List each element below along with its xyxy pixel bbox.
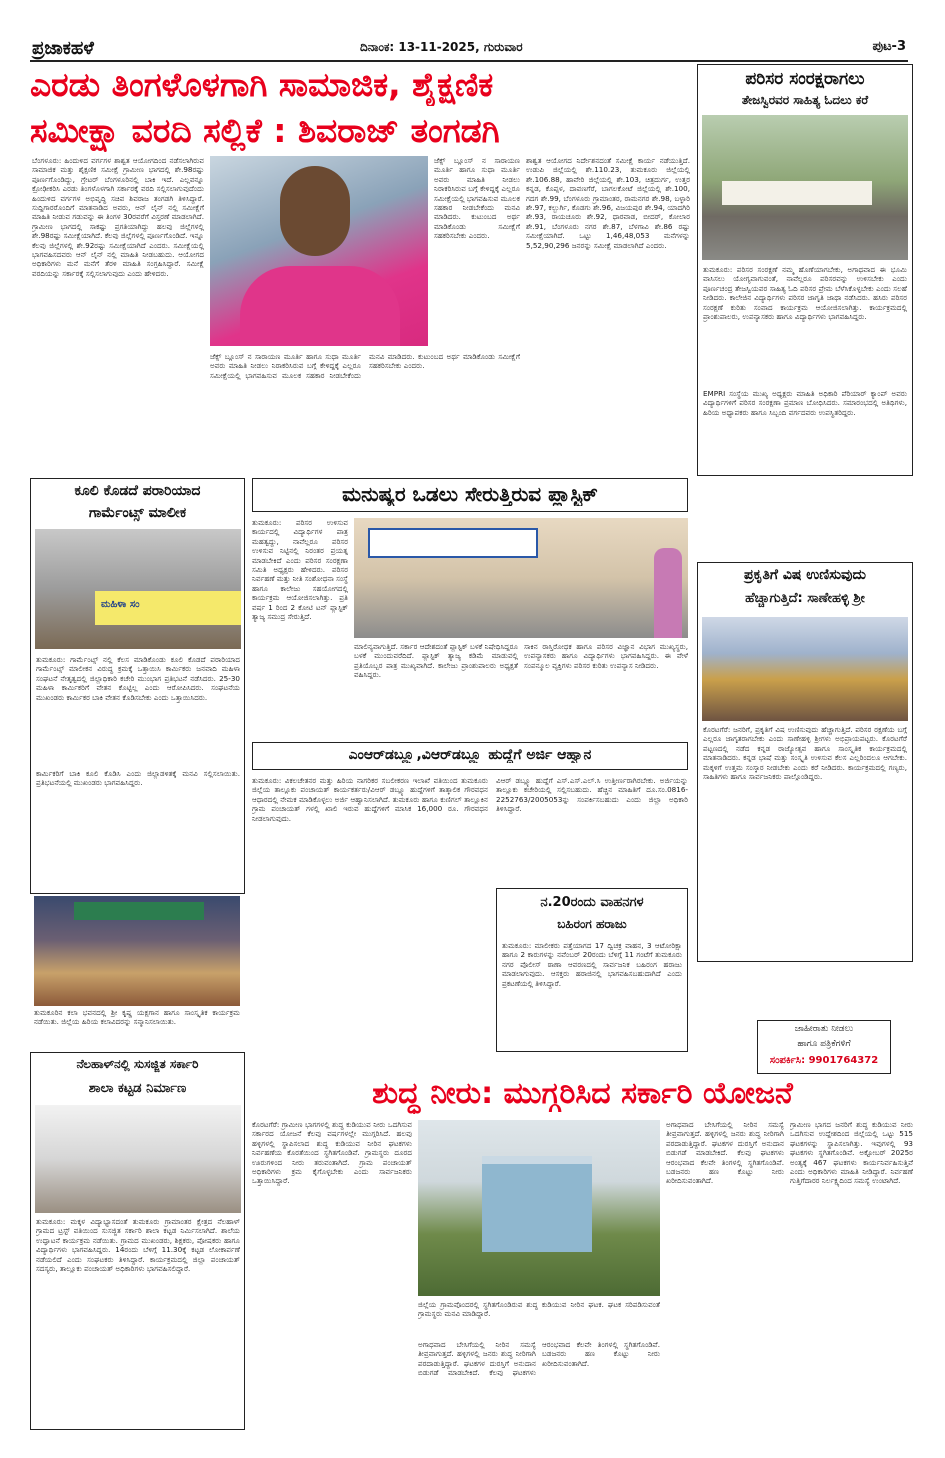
env-title-line2: ತೇಜಸ್ವಿರವರ ಸಾಹಿತ್ಯ ಓದಲು ಕರೆ [741,93,869,107]
seminar-banner [368,528,538,558]
poison-event-photo [702,617,908,721]
wage-protest-photo [35,529,241,649]
school-body: ತುಮಕೂರು: ಮಕ್ಕಳ ವಿದ್ಯಾಭ್ಯಾಸದಂತೆ ತುಮಕೂರು ಗ್ರಾಮಾಂತರ ಕ್ಷೇತ್ರದ ನೆಲಹಾಳ್ ಗ್ರಾಮದ ಟ್ರಸ್ಟ್ ವತಿಯಿಂದ ಸುಸಜ್ಜಿತ ಸರ್ಕಾರಿ ಶಾಲಾ ಕಟ್ಟಡ ನಿರ್ಮಿಸಲಾಗಿದೆ. ಶಾಲೆಯ ಉದ್ಘಾಟನೆ ಕಾರ್ಯಕ್ರಮ ನಡೆಯಿತು. ಗ್ರಾಮದ ಮುಖಂಡರು, ಶಿಕ್ಷಕರು, ಪೋಷಕರು ಹಾಗೂ ವಿದ್ಯಾರ್ಥಿಗಳು ಭಾಗವಹಿಸಿದ್ದರು. 14ರಂದು ಬೆಳಿಗ್ಗೆ 11.30ಕ್ಕೆ ಕಟ್ಟಡ ಲೋಕಾರ್ಪಣೆ ನಡೆಯಲಿದೆ ಎಂದು ಸಂಘಟಕರು ತಿಳಿಸಿದ್ದಾರೆ. ಕಾರ್ಯಕ್ರಮದಲ್ಲಿ ಜಿಲ್ಲಾ ಪಂಚಾಯತ್ ಸದಸ್ಯರು, ತಾಲ್ಲೂಕು ಪಂಚಾಯತ್ ಅಧಿಕಾರಿಗಳು ಭಾಗವಹಿಸಲಿದ್ದಾರೆ. [36,1217,240,1274]
auction-title-line2: ಬಹಿರಂಗ ಹರಾಜು [557,917,627,931]
advertisement-box [757,1020,891,1074]
environment-story [697,64,913,476]
plastic-seminar-photo [354,518,688,638]
lead-column-1: ಬೆಂಗಳೂರು: ಹಿಂದುಳಿದ ವರ್ಗಗಳ ಶಾಶ್ವತ ಆಯೋಗದಿಂದ ನಡೆಸಲಾಗಿರುವ ಸಾಮಾಜಿಕ ಮತ್ತು ಶೈಕ್ಷಣಿಕ ಸಮೀಕ್ಷೆ ಗ್ರಾಮೀಣ ಭಾಗದಲ್ಲಿ ಶೇ.98ರಷ್ಟು ಪೂರ್ಣಗೊಂಡಿದ್ದು, ಗ್ರೇಟರ್ ಬೆಂಗಳೂರಿನಲ್ಲಿ ಬಾಕಿ ಇದೆ. ಎಲ್ಲವನ್ನೂ ಕ್ರೋಢೀಕರಿಸಿ ಎರಡು ತಿಂಗಳೊಳಗಾಗಿ ಸರ್ಕಾರಕ್ಕೆ ವರದಿ ಸಲ್ಲಿಸಲಾಗುವುದೆಂದು ಹಿಂದುಳಿದ ವರ್ಗಗಳ ಅಭಿವೃದ್ಧಿ ಸಚಿವ ಶಿವರಾಜ ತಂಗಡಗಿ ತಿಳಿಸಿದ್ದಾರೆ. ಸುದ್ದಿಗಾರರೊಂದಿಗೆ ಮಾತನಾಡಿದ ಅವರು, ಆನ್ ಲೈನ್ ನಲ್ಲಿ ಸಮೀಕ್ಷೆಗೆ ಮಾಹಿತಿ ನೀಡುವ ಗಡುವನ್ನು ಈ ತಿಂಗಳ 30ರವರೆಗೆ ವಿಸ್ತರಣೆ ಮಾಡಲಾಗಿದೆ. ಗ್ರಾಮೀಣ ಭಾಗದಲ್ಲಿ ಸಾಕಷ್ಟು ಪ್ರಗತಿಯಾಗಿದ್ದು ಹಲವು ಜಿಲ್ಲೆಗಳಲ್ಲಿ ಶೇ.98ರಷ್ಟು ಸಮೀಕ್ಷೆಯಾಗಿದೆ. ಕೆಲವು ಜಿಲ್ಲೆಗಳಲ್ಲಿ ಪೂರ್ಣಗೊಂಡಿದೆ. ಇನ್ನೂ ಕೆಲವು ಜಿಲ್ಲೆಗಳಲ್ಲಿ ಶೇ.92ರಷ್ಟು ಸಮೀಕ್ಷೆಯಾಗಿದೆ ಎಂದರು. ಸಮೀಕ್ಷೆಯಲ್ಲಿ ಭಾಗವಹಿಸದವರು ಆನ್ ಲೈನ್ ನಲ್ಲಿ ಮಾಹಿತಿ ನೀಡಬಹುದು. ಆಯೋಗದ ಅಧಿಕಾರಿಗಳು ಮನೆ ಮನೆಗೆ ತೆರಳಿ ಮಾಹಿತಿ ಸಂಗ್ರಹಿಸಿದ್ದಾರೆ. ಸಮೀಕ್ಷೆ ವರದಿಯನ್ನು ಸರ್ಕಾರಕ್ಕೆ ಸಲ್ಲಿಸಲಾಗುವುದು ಎಂದು ಹೇಳಿದರು. [32,156,204,278]
water-column-2b: ಅಗಾಧವಾದ ಬೇಸಿಗೆಯಲ್ಲಿ ನೀರಿನ ಸಮಸ್ಯೆ ತೀವ್ರವಾಗುತ್ತದೆ. ಹಳ್ಳಿಗಳಲ್ಲಿ ಜನರು ಶುದ್ಧ ನೀರಿಗಾಗಿ ಪರದಾಡುತ್ತಿದ್ದಾರೆ. ಘಟಕಗಳ ದುರಸ್ತಿಗೆ ಅನುದಾನ ಬಿಡುಗಡೆ ಮಾಡಬೇಕಿದೆ. ಕೆಲವು ಘಟಕಗಳು ಆರಂಭವಾದ ಕೆಲವೇ ತಿಂಗಳಲ್ಲಿ ಸ್ಥಗಿತಗೊಂಡಿವೆ. ಬಡಜನರು ಹಣ ಕೊಟ್ಟು ನೀರು ಖರೀದಿಸುವಂತಾಗಿದೆ. [666,1120,784,1186]
wage-body: ತುಮಕೂರು: ಗಾರ್ಮೆಂಟ್ಸ್ ನಲ್ಲಿ ಕೆಲಸ ಮಾಡಿಕೊಂಡು ಕೂಲಿ ಕೊಡದೆ ಪರಾರಿಯಾದ ಗಾರ್ಮೆಂಟ್ಸ್ ಮಾಲೀಕನ ವಿರುದ್ಧ ಕ್ರಮಕ್ಕೆ ಒತ್ತಾಯಿಸಿ ಕಾರ್ಮಿಕರು ಜನವಾದಿ ಮಹಿಳಾ ಸಂಘಟನೆ ನೇತೃತ್ವದಲ್ಲಿ ಜಿಲ್ಲಾಧಿಕಾರಿ ಕಚೇರಿ ಮುಂಭಾಗ ಪ್ರತಿಭಟನೆ ನಡೆಸಿದರು. 25-30 ಮಹಿಳಾ ಕಾರ್ಮಿಕರಿಗೆ ವೇತನ ಕೊಟ್ಟಿಲ್ಲ ಎಂದು ಆರೋಪಿಸಿದರು. ಸಂಘಟನೆಯ ಮುಖಂಡರು ಕಾರ್ಮಿಕರ ಬಾಕಿ ವೇತನ ಕೊಡಿಸಬೇಕು ಎಂದು ಒತ್ತಾಯಿಸಿದರು. [36,655,240,702]
protest-banner: ಮಹಿಳಾ ಸಂ [95,591,241,625]
env-title-line1: ಪರಿಸರ ಸಂರಕ್ಷರಾಗಲು [745,69,865,89]
plastic-column-3: ಸಾಕಿನ ರಾಸ್ತಿರೋಧಕ ಹಾಗೂ ಪರಿಸರ ವಿಜ್ಞಾನ ವಿಭಾಗ ಮುಖ್ಯಸ್ಥರು, ಉಪನ್ಯಾಸಕರು ಹಾಗೂ ವಿದ್ಯಾರ್ಥಿಗಳು ಭಾಗವಹಿಸಿದ್ದರು. ಈ ವೇಳೆ ಸಂಪನ್ಮೂಲ ವ್ಯಕ್ತಿಗಳು ಪರಿಸರ ಕುರಿತು ಉಪನ್ಯಾಸ ನೀಡಿದರು. [524,642,688,670]
page-number: ಪುಟ-3 [872,39,906,54]
lead-headline-line2: ಸಮೀಕ್ಷಾ ವರದಿ ಸಲ್ಲಿಕೆ : ಶಿವರಾಜ್ ತಂಗಡಗಿ [30,111,500,150]
water-story [252,1074,913,1430]
plastic-column-2: ಮಾಲಿನ್ಯವಾಗುತ್ತಿದೆ. ಸರ್ಕಾರ ಆದೇಶದಂತೆ ಪ್ಲಾಸ್ಟಿಕ್ ಬಳಕೆ ನಿಷೇಧಿಸಿದ್ದರೂ ಬಳಕೆ ಮುಂದುವರೆದಿದೆ. ಪ್ಲಾಸ್ಟಿಕ್ ತ್ಯಾಜ್ಯ ಕಡಿಮೆ ಮಾಡುವಲ್ಲಿ ಪ್ರತಿಯೊಬ್ಬರ ಪಾತ್ರ ಮುಖ್ಯವಾಗಿದೆ. ಕಾಲೇಜು ಪ್ರಾಂಶುಪಾಲರು ಅಧ್ಯಕ್ಷತೆ ವಹಿಸಿದ್ದರು. [354,642,518,680]
minister-photo [210,156,428,346]
wage-title-line1: ಕೂಲಿ ಕೊಡದೆ ಪರಾರಿಯಾದ [74,483,201,499]
mrw-column-2: ವಿಆರ್ ಡಬ್ಲ್ಯೂ ಹುದ್ದೆಗೆ ಎಸ್.ಎಸ್.ಎಲ್.ಸಿ ಉತ್ತೀರ್ಣರಾಗಿರಬೇಕು. ಅರ್ಜಿಯನ್ನು ತಾಲ್ಲೂಕು ಕಚೇರಿಯಲ್ಲಿ ಸಲ್ಲಿಸಬಹುದು. ಹೆಚ್ಚಿನ ಮಾಹಿತಿಗೆ ದೂ.ಸಂ.0816-2252763/2005053ನ್ನು ಸಂಪರ್ಕಿಸಬಹುದು ಎಂದು ಜಿಲ್ಲಾ ಅಧಿಕಾರಿ ತಿಳಿಸಿದ್ದಾರೆ. [496,776,688,814]
poison-title-line2: ಹೆಚ್ಚಾಗುತ್ತಿದೆ: ಸಾಣೇಹಳ್ಳಿ ಶ್ರೀ [745,591,865,606]
date-line: ದಿನಾಂಕ: 13-11-2025, ಗುರುವಾರ [360,40,523,54]
env-banner [722,181,872,205]
masthead-rule [30,60,908,62]
school-title-line2: ಶಾಲಾ ಕಟ್ಟಡ ನಿರ್ಮಾಣ [88,1081,187,1096]
auction-title-line1: ನ.20ರಂದು ವಾಹನಗಳ [540,895,644,910]
ad-contact: ಸಂಪರ್ಕಿಸಿ: 9901764372 [769,1055,879,1066]
ad-line2: ಹಾಗೂ ಪತ್ರಿಕೆಗಳಿಗೆ [797,1039,851,1049]
water-column-2: ಅಗಾಧವಾದ ಬೇಸಿಗೆಯಲ್ಲಿ ನೀರಿನ ಸಮಸ್ಯೆ ತೀವ್ರವಾಗುತ್ತದೆ. ಹಳ್ಳಿಗಳಲ್ಲಿ ಜನರು ಶುದ್ಧ ನೀರಿಗಾಗಿ ಪರದಾಡುತ್ತಿದ್ದಾರೆ. ಘಟಕಗಳ ದುರಸ್ತಿಗೆ ಅನುದಾನ ಬಿಡುಗಡೆ ಮಾಡಬೇಕಿದೆ. ಕೆಲವು ಘಟಕಗಳು ಆರಂಭವಾದ ಕೆಲವೇ ತಿಂಗಳಲ್ಲಿ ಸ್ಥಗಿತಗೊಂಡಿವೆ. ಬಡಜನರು ಹಣ ಕೊಟ್ಟು ನೀರು ಖರೀದಿಸುವಂತಾಗಿದೆ. [418,1340,660,1378]
plastic-title: ಮನುಷ್ಯರ ಒಡಲು ಸೇರುತ್ತಿರುವ ಪ್ಲಾಸ್ಟಿಕ್ [342,482,598,506]
lead-story [30,64,690,474]
mrw-title: ಎಂಆರ್‌ಡಬ್ಲ್ಯೂ,ವಿಆರ್‌ಡಬ್ಲ್ಯೂ ಹುದ್ದೆಗೆ ಅರ್ಜಿ ಆಹ್ವಾನ [348,747,592,763]
plastic-column-1: ತುಮಕೂರು: ಪರಿಸರ ಉಳಿಸುವ ಕಾರ್ಯದಲ್ಲಿ ವಿದ್ಯಾರ್ಥಿಗಳ ಪಾತ್ರ ಮಹತ್ವದ್ದು, ನಾವೆಲ್ಲರೂ ಪರಿಸರ ಉಳಿಸುವ ನಿಟ್ಟಿನಲ್ಲಿ ನಿರಂತರ ಪ್ರಯತ್ನ ಮಾಡಬೇಕಿದೆ ಎಂದು ಪರಿಸರ ಸಂರಕ್ಷಣಾ ಸಮಿತಿ ಅಧ್ಯಕ್ಷರು ಹೇಳಿದರು. ಪರಿಸರ ನಿರ್ವಹಣೆ ಮತ್ತು ನೀತಿ ಸಂಶೋಧನಾ ಸಂಸ್ಥೆ ಹಾಗೂ ಕಾಲೇಜು ಸಹಯೋಗದಲ್ಲಿ ಕಾರ್ಯಕ್ರಮ ಆಯೋಜಿಸಲಾಗಿತ್ತು. ಪ್ರತಿ ವರ್ಷ 1 ರಿಂದ 2 ಕೋಟಿ ಟನ್ ಪ್ಲಾಸ್ಟಿಕ್ ತ್ಯಾಜ್ಯ ಸಮುದ್ರ ಸೇರುತ್ತಿದೆ. [252,518,348,622]
mrw-vrw-story [252,742,688,1056]
speaker-figure [654,548,682,638]
water-title: ಶುದ್ಧ ನೀರು: ಮುಗ್ಗರಿಸಿದ ಸರ್ಕಾರಿ ಯೋಜನೆ [372,1076,793,1111]
culture-caption: ತುಮಕೂರಿನ ಕಲಾ ಭವನದಲ್ಲಿ ಶ್ರೀ ಕೃಷ್ಣ ಯಕ್ಷಗಾನ ಹಾಗೂ ಸಾಂಸ್ಕೃತಿಕ ಕಾರ್ಯಕ್ರಮ ನಡೆಯಿತು. ಜಿಲ್ಲೆಯ ಹಿರಿಯ ಕಲಾವಿದರನ್ನು ಸನ್ಮಾನಿಸಲಾಯಿತು. [34,1008,240,1027]
auction-box [496,888,688,1052]
env-rally-photo [702,115,908,260]
lead-column-3: ಶಾಶ್ವತ ಆಯೋಗದ ನಿರ್ದೇಶನದಂತೆ ಸಮೀಕ್ಷೆ ಕಾರ್ಯ ನಡೆಯುತ್ತಿದೆ. ಉಡುಪಿ ಜಿಲ್ಲೆಯಲ್ಲಿ ಶೇ.110.23, ತುಮಕೂರು ಜಿಲ್ಲೆಯಲ್ಲಿ ಶೇ.106.88, ಹಾವೇರಿ ಜಿಲ್ಲೆಯಲ್ಲಿ ಶೇ.103, ಚಿತ್ರದುರ್ಗ, ಉತ್ತರ ಕನ್ನಡ, ಕೊಪ್ಪಳ, ದಾವಣಗೆರೆ, ಬಾಗಲಕೋಟೆ ಜಿಲ್ಲೆಯಲ್ಲಿ ಶೇ.100, ಗದಗ ಶೇ.99, ಬೆಂಗಳೂರು ಗ್ರಾಮಾಂತರ, ರಾಮನಗರ ಶೇ.98, ಬಳ್ಳಾರಿ ಶೇ.97, ಕಲ್ಬುರ್ಗಿ, ಕೊಡಗು ಶೇ.96, ವಿಜಯಪುರ ಶೇ.94, ಯಾದಗಿರಿ ಶೇ.93, ರಾಯಚೂರು ಶೇ.92, ಧಾರವಾಡ, ಬೀದರ್, ಕೋಲಾರ ಶೇ.91, ಬೆಂಗಳೂರು ನಗರ ಶೇ.87, ಬೆಳಗಾವಿ ಶೇ.86 ರಷ್ಟು ಸಮೀಕ್ಷೆಯಾಗಿದೆ. ಒಟ್ಟು 1,46,48,053 ಮನೆಗಳನ್ನು 5,52,90,296 ಜನರನ್ನು ಸಮೀಕ್ಷೆ ಮಾಡಲಾಗಿದೆ ಎಂದರು. [526,156,690,250]
poison-story [697,562,913,962]
water-column-1: ಕೊರಟಗೆರೆ: ಗ್ರಾಮೀಣ ಭಾಗಗಳಲ್ಲಿ ಶುದ್ಧ ಕುಡಿಯುವ ನೀರು ಒದಗಿಸುವ ಸರ್ಕಾರದ ಯೋಜನೆ ಕೆಲವು ವರ್ಷಗಳಲ್ಲೇ ಮುಗ್ಗರಿಸಿದೆ. ಹಲವು ಹಳ್ಳಿಗಳಲ್ಲಿ ಸ್ಥಾಪಿಸಲಾದ ಶುದ್ಧ ಕುಡಿಯುವ ನೀರಿನ ಘಟಕಗಳು ನಿರ್ವಹಣೆಯ ಕೊರತೆಯಿಂದ ಸ್ಥಗಿತಗೊಂಡಿವೆ. ಗ್ರಾಮಸ್ಥರು ದೂರದ ಊರುಗಳಿಂದ ನೀರು ತರುವಂತಾಗಿದೆ. ಗ್ರಾಮ ಪಂಚಾಯತ್ ಅಧಿಕಾರಿಗಳು ಕ್ರಮ ಕೈಗೊಳ್ಳಬೇಕು ಎಂದು ಸಾರ್ವಜನಿಕರು ಒತ್ತಾಯಿಸಿದ್ದಾರೆ. [252,1120,412,1186]
yakshagana-photo [34,896,240,1006]
masthead [30,36,908,62]
stage-backdrop [74,902,204,920]
minister-face [280,166,350,256]
poison-body: ಕೊರಟಗೆರೆ: ಜನರಿಗೆ, ಪ್ರಕೃತಿಗೆ ವಿಷ ಉಣಿಸುವುದು ಹೆಚ್ಚಾಗುತ್ತಿದೆ. ಪರಿಸರ ರಕ್ಷಣೆಯ ಬಗ್ಗೆ ಎಲ್ಲರೂ ಜಾಗೃತರಾಗಬೇಕು ಎಂದು ಸಾಣೇಹಳ್ಳಿ ಶ್ರೀಗಳು ಅಭಿಪ್ರಾಯಪಟ್ಟರು. ಕೊರಟಗೆರೆ ಪಟ್ಟಣದಲ್ಲಿ ನಡೆದ ಕನ್ನಡ ರಾಜ್ಯೋತ್ಸವ ಹಾಗೂ ಸಾಂಸ್ಕೃತಿಕ ಕಾರ್ಯಕ್ರಮದಲ್ಲಿ ಮಾತನಾಡಿದರು. ಕನ್ನಡ ಭಾಷೆ ಮತ್ತು ಸಂಸ್ಕೃತಿ ಉಳಿಸುವ ಕೆಲಸ ಎಲ್ಲರಿಂದಲೂ ಆಗಬೇಕು. ಮಕ್ಕಳಿಗೆ ಉತ್ತಮ ಸಂಸ್ಕಾರ ನೀಡಬೇಕು ಎಂದು ಕರೆ ನೀಡಿದರು. ಕಾರ್ಯಕ್ರಮದಲ್ಲಿ ಗಣ್ಯರು, ಸಾಹಿತಿಗಳು ಹಾಗೂ ಸಾರ್ವಜನಿಕರು ಪಾಲ್ಗೊಂಡಿದ್ದರು. [703,725,907,782]
lead-column-2: ಜೆಕ್ಸ್ ಬ್ಲೂಂಸ್ ನ ಸಾರಾಯಣ ಮೂರ್ತಿ ಹಾಗೂ ಸುಧಾ ಮೂರ್ತಿ ಅವರು ಮಾಹಿತಿ ನೀಡಲು ನಿರಾಕರಿಸಿರುವ ಬಗ್ಗೆ ಕೇಳಿದ್ದಕ್ಕೆ ಎಲ್ಲರೂ ಸಮೀಕ್ಷೆಯಲ್ಲಿ ಭಾಗವಹಿಸುವ ಮೂಲಕ ಸಹಕಾರ ನೀಡಬೇಕೆಂದು ಮನವಿ ಮಾಡಿದರು. ಕುಟುಂಬದ ಅರ್ಥ ಮಾಡಿಕೊಂಡು ಸಮೀಕ್ಷೆಗೆ ಸಹಕರಿಸಬೇಕು ಎಂದರು. [434,156,520,241]
school-title-line1: ನೆಲಹಾಳ್‌ನಲ್ಲಿ ಸುಸಜ್ಜಿತ ಸರ್ಕಾರಿ [76,1057,199,1071]
water-photo-caption: ಜಿಲ್ಲೆಯ ಗ್ರಾಮವೊಂದರಲ್ಲಿ ಸ್ಥಗಿತಗೊಂಡಿರುವ ಶುದ್ಧ ಕುಡಿಯುವ ನೀರಿನ ಘಟಕ. ಘಟಕ ಸರಿಪಡಿಸುವಂತೆ ಗ್ರಾಮಸ್ಥರು ಮನವಿ ಮಾಡಿದ್ದಾರೆ. [418,1300,660,1319]
lead-column-2b: ಜೆಕ್ಸ್ ಬ್ಲೂಂಸ್ ನ ಸಾರಾಯಣ ಮೂರ್ತಿ ಹಾಗೂ ಸುಧಾ ಮೂರ್ತಿ ಅವರು ಮಾಹಿತಿ ನೀಡಲು ನಿರಾಕರಿಸಿರುವ ಬಗ್ಗೆ ಕೇಳಿದ್ದಕ್ಕೆ ಎಲ್ಲರೂ ಸಮೀಕ್ಷೆಯಲ್ಲಿ ಭಾಗವಹಿಸುವ ಮೂಲಕ ಸಹಕಾರ ನೀಡಬೇಕೆಂದು ಮನವಿ ಮಾಡಿದರು. ಕುಟುಂಬದ ಅರ್ಥ ಮಾಡಿಕೊಂಡು ಸಮೀಕ್ಷೆಗೆ ಸಹಕರಿಸಬೇಕು ಎಂದರು. [210,352,520,380]
auction-body: ತುಮಕೂರು: ಮಾಲೀಕರು ಪತ್ತೆಯಾಗದ 17 ದ್ವಿಚಕ್ರ ವಾಹನ, 3 ಆಟೋರಿಕ್ಷಾ ಹಾಗೂ 2 ಕಾರುಗಳನ್ನು ನವೆಂಬರ್ 20ರಂದು ಬೆಳಿಗ್ಗೆ 11 ಗಂಟೆಗೆ ತುಮಕೂರು ನಗರ ಪೊಲೀಸ್ ಠಾಣಾ ಆವರಣದಲ್ಲಿ ಸಾರ್ವಜನಿಕ ಬಹಿರಂಗ ಹರಾಜು ಮಾಡಲಾಗುವುದು. ಆಸಕ್ತರು ಹರಾಜಿನಲ್ಲಿ ಭಾಗವಹಿಸಬಹುದಾಗಿದೆ ಎಂದು ಪ್ರಕಟಣೆಯಲ್ಲಿ ತಿಳಿಸಿದ್ದಾರೆ. [502,941,682,988]
school-story [30,1052,245,1430]
mrw-column-1: ತುಮಕೂರು: ವಿಕಲಚೇತನರ ಮತ್ತು ಹಿರಿಯ ನಾಗರಿಕರ ಸಬಲೀಕರಣ ಇಲಾಖೆ ವತಿಯಿಂದ ತುಮಕೂರು ಜಿಲ್ಲೆಯ ತಾಲ್ಲೂಕು ಪಂಚಾಯತ್ ಕಾರ್ಯಕರ್ತರು/ವಿಆರ್ ಡಬ್ಲ್ಯೂ ಹುದ್ದೆಗಳಿಗೆ ತಾತ್ಕಾಲಿಕ ಗೌರವಧನ ಆಧಾರದಲ್ಲಿ ನೇಮಕ ಮಾಡಿಕೊಳ್ಳಲು ಅರ್ಜಿ ಆಹ್ವಾನಿಸಲಾಗಿದೆ. ತುಮಕೂರು ಹಾಗೂ ಕುಣಿಗಲ್ ತಾಲ್ಲೂಕಿನ ಗ್ರಾಮ ಪಂಚಾಯತ್ ಗಳಲ್ಲಿ ಖಾಲಿ ಇರುವ ಹುದ್ದೆಗಳಿಗೆ ಮಾಸಿಕ 16,000 ರೂ. ಗೌರವಧನ ನೀಡಲಾಗುವುದು. [252,776,488,823]
water-plant-photo [418,1120,660,1296]
minister-shirt [240,266,400,346]
newspaper-name: ಪ್ರಜಾಕಹಳೆ [32,38,94,59]
wage-body-2: ಕಾರ್ಮಿಕರಿಗೆ ಬಾಕಿ ಕೂಲಿ ಕೊಡಿಸಿ ಎಂದು ಜಿಲ್ಲಾಡಳಿತಕ್ಕೆ ಮನವಿ ಸಲ್ಲಿಸಲಾಯಿತು. ಪ್ರತಿಭಟನೆಯಲ್ಲಿ ಮುಖಂಡರು ಭಾಗವಹಿಸಿದ್ದರು. [36,769,240,788]
poison-title-line1: ಪ್ರಕೃತಿಗೆ ವಿಷ ಉಣಿಸುವುದು [744,567,866,583]
env-body: ತುಮಕೂರು: ಪರಿಸರ ಸಂರಕ್ಷಣೆ ನಮ್ಮ ಹೊಣೆಯಾಗಬೇಕು, ಅಗಾಧವಾದ ಈ ಭೂಮಿ ವಾಸಿಸಲು ಯೋಗ್ಯವಾಗುವಂತೆ, ನಾವೆಲ್ಲರೂ ಪರಿಸರವನ್ನು ಉಳಿಸಬೇಕು ಎಂದು ಪೂರ್ಣಚಂದ್ರ ತೇಜಸ್ವಿಯವರ ಸಾಹಿತ್ಯ ಓದಿ ಪರಿಸರ ಪ್ರೇಮ ಬೆಳೆಸಿಕೊಳ್ಳಬೇಕು ಎಂದು ಸಲಹೆ ನೀಡಿದರು. ಕಾಲೇಜಿನ ವಿದ್ಯಾರ್ಥಿಗಳು ಪರಿಸರ ಜಾಗೃತಿ ಜಾಥಾ ನಡೆಸಿದರು. ಹಸಿರು ಪರಿಸರ ಸಂರಕ್ಷಣೆ ಕುರಿತು ಸಂವಾದ ಕಾರ್ಯಕ್ರಮ ಆಯೋಜಿಸಲಾಗಿತ್ತು. ಕಾರ್ಯಕ್ರಮದಲ್ಲಿ ಪ್ರಾಂಶುಪಾಲರು, ಉಪನ್ಯಾಸಕರು ಹಾಗೂ ವಿದ್ಯಾರ್ಥಿಗಳು ಭಾಗವಹಿಸಿದ್ದರು. [703,265,907,322]
wage-story [30,478,245,894]
water-kiosk [482,1156,592,1252]
lead-headline-line1: ಎರಡು ತಿಂಗಳೊಳಗಾಗಿ ಸಾಮಾಜಿಕ, ಶೈಕ್ಷಣಿಕ [30,65,494,104]
school-photo [35,1105,241,1213]
wage-title-line2: ಗಾರ್ಮೆಂಟ್ಸ್ ಮಾಲೀಕ [88,505,187,521]
ad-line1: ಜಾಹೀರಾತು ನೀಡಲು [794,1024,854,1034]
env-empri: EMPRI ಸಂಸ್ಥೆಯ ಮುಖ್ಯ ಅಧ್ಯಕ್ಷರು ಮಾಹಿತಿ ಅಧಿಕಾರಿ ಪೆರಿಯಾರ್ ಕ್ಯಾಂಪ್ ಅವರು ವಿದ್ಯಾರ್ಥಿಗಳಿಗೆ ಪರಿಸರ ಸಂರಕ್ಷಣಾ ಪ್ರಮಾಣ ಬೋಧಿಸಿದರು. ಸಮಾರಂಭದಲ್ಲಿ ಅತಿಥಿಗಳು, ಹಿರಿಯ ಅಧ್ಯಾಪಕರು ಹಾಗೂ ಸಿಬ್ಬಂದಿ ವರ್ಗದವರು ಉಪಸ್ಥಿತರಿದ್ದರು. [703,389,907,417]
plastic-story [252,478,688,740]
water-column-3: ಗ್ರಾಮೀಣ ಭಾಗದ ಜನರಿಗೆ ಶುದ್ಧ ಕುಡಿಯುವ ನೀರು ಒದಗಿಸುವ ಉದ್ದೇಶದಿಂದ ಜಿಲ್ಲೆಯಲ್ಲಿ ಒಟ್ಟು 515 ಘಟಕಗಳನ್ನು ಸ್ಥಾಪಿಸಲಾಗಿತ್ತು. ಇವುಗಳಲ್ಲಿ 93 ಘಟಕಗಳು ಸ್ಥಗಿತಗೊಂಡಿವೆ. ಅಕ್ಟೋಬರ್ 2025ರ ಅಂತ್ಯಕ್ಕೆ 467 ಘಟಕಗಳು ಕಾರ್ಯನಿರ್ವಹಿಸುತ್ತಿವೆ ಎಂದು ಅಧಿಕಾರಿಗಳು ಮಾಹಿತಿ ನೀಡಿದ್ದಾರೆ. ನಿರ್ವಹಣೆ ಗುತ್ತಿಗೆದಾರರ ನಿರ್ಲಕ್ಷ್ಯದಿಂದ ಸಮಸ್ಯೆ ಉಂಟಾಗಿದೆ. [790,1120,913,1186]
